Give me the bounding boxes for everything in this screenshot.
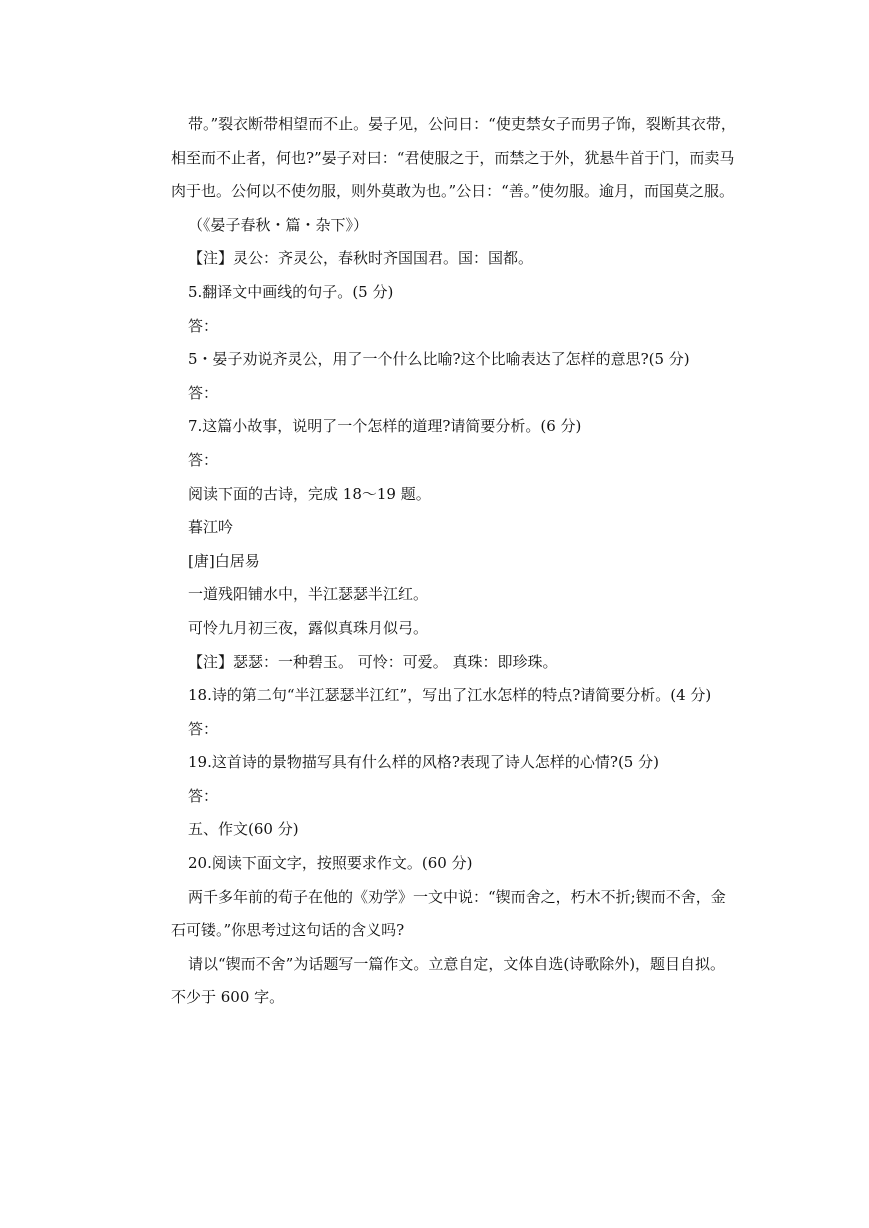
poem-title: 暮江吟 <box>188 518 234 537</box>
source-citation: （《晏子春秋・篇・杂下》） <box>188 215 369 234</box>
passage-line: 相至而不止者，何也?”晏子对曰：“君使服之于，而禁之于外，犹悬牛首于门，而卖马 <box>171 148 735 167</box>
question-7: 7.这篇小故事，说明了一个怎样的道理?请简要分析。(6 分) <box>188 417 582 436</box>
answer-label: 答： <box>188 316 219 335</box>
answer-label: 答： <box>188 786 219 805</box>
question-20: 20.阅读下面文字，按照要求作文。(60 分) <box>188 854 473 873</box>
essay-prompt-line: 石可镂。”你思考过这句话的含义吗? <box>171 921 405 940</box>
answer-label: 答： <box>188 383 219 402</box>
poem-author: [唐]白居易 <box>188 551 260 570</box>
poem-note: 【注】瑟瑟：一种碧玉。 可怜：可爱。 真珠：即珍珠。 <box>188 652 558 671</box>
annotation-note: 【注】灵公：齐灵公，春秋时齐国国君。国：国都。 <box>188 249 534 268</box>
poem-line: 一道残阳铺水中，半江瑟瑟半江红。 <box>188 585 429 604</box>
section-instruction: 阅读下面的古诗，完成 18～19 题。 <box>188 484 431 503</box>
passage-line: 肉于也。公何以不使勿服，则外莫敢为也。”公日：“善。”使勿服。逾月，而国莫之服。 <box>171 182 735 201</box>
question-19: 19.这首诗的景物描写具有什么样的风格?表现了诗人怎样的心情?(5 分) <box>188 753 659 772</box>
essay-requirement-line: 请以“锲而不舍”为话题写一篇作文。立意自定，文体自选(诗歌除外)，题目自拟。 <box>188 954 726 973</box>
essay-prompt-line: 两千多年前的荀子在他的《劝学》一文中说：“锲而舍之，朽木不折;锲而不舍，金 <box>188 887 726 906</box>
question-18: 18.诗的第二句“半江瑟瑟半江红”，写出了江水怎样的特点?请简要分析。(4 分) <box>188 686 712 705</box>
question-6: 5・晏子劝说齐灵公，用了一个什么比喻?这个比喻表达了怎样的意思?(5 分) <box>188 350 690 369</box>
question-5: 5.翻译文中画线的句子。(5 分) <box>188 282 394 301</box>
section-heading: 五、作文(60 分) <box>188 820 299 839</box>
passage-line: 带。”裂衣断带相望而不止。晏子见，公问日：“使吏禁女子而男子饰，裂断其衣带， <box>188 115 736 133</box>
poem-line: 可怜九月初三夜，露似真珠月似弓。 <box>188 618 429 637</box>
essay-requirement-line: 不少于 600 字。 <box>171 988 285 1007</box>
answer-label: 答： <box>188 719 219 738</box>
document-body <box>171 108 740 1015</box>
answer-label: 答： <box>188 450 219 469</box>
